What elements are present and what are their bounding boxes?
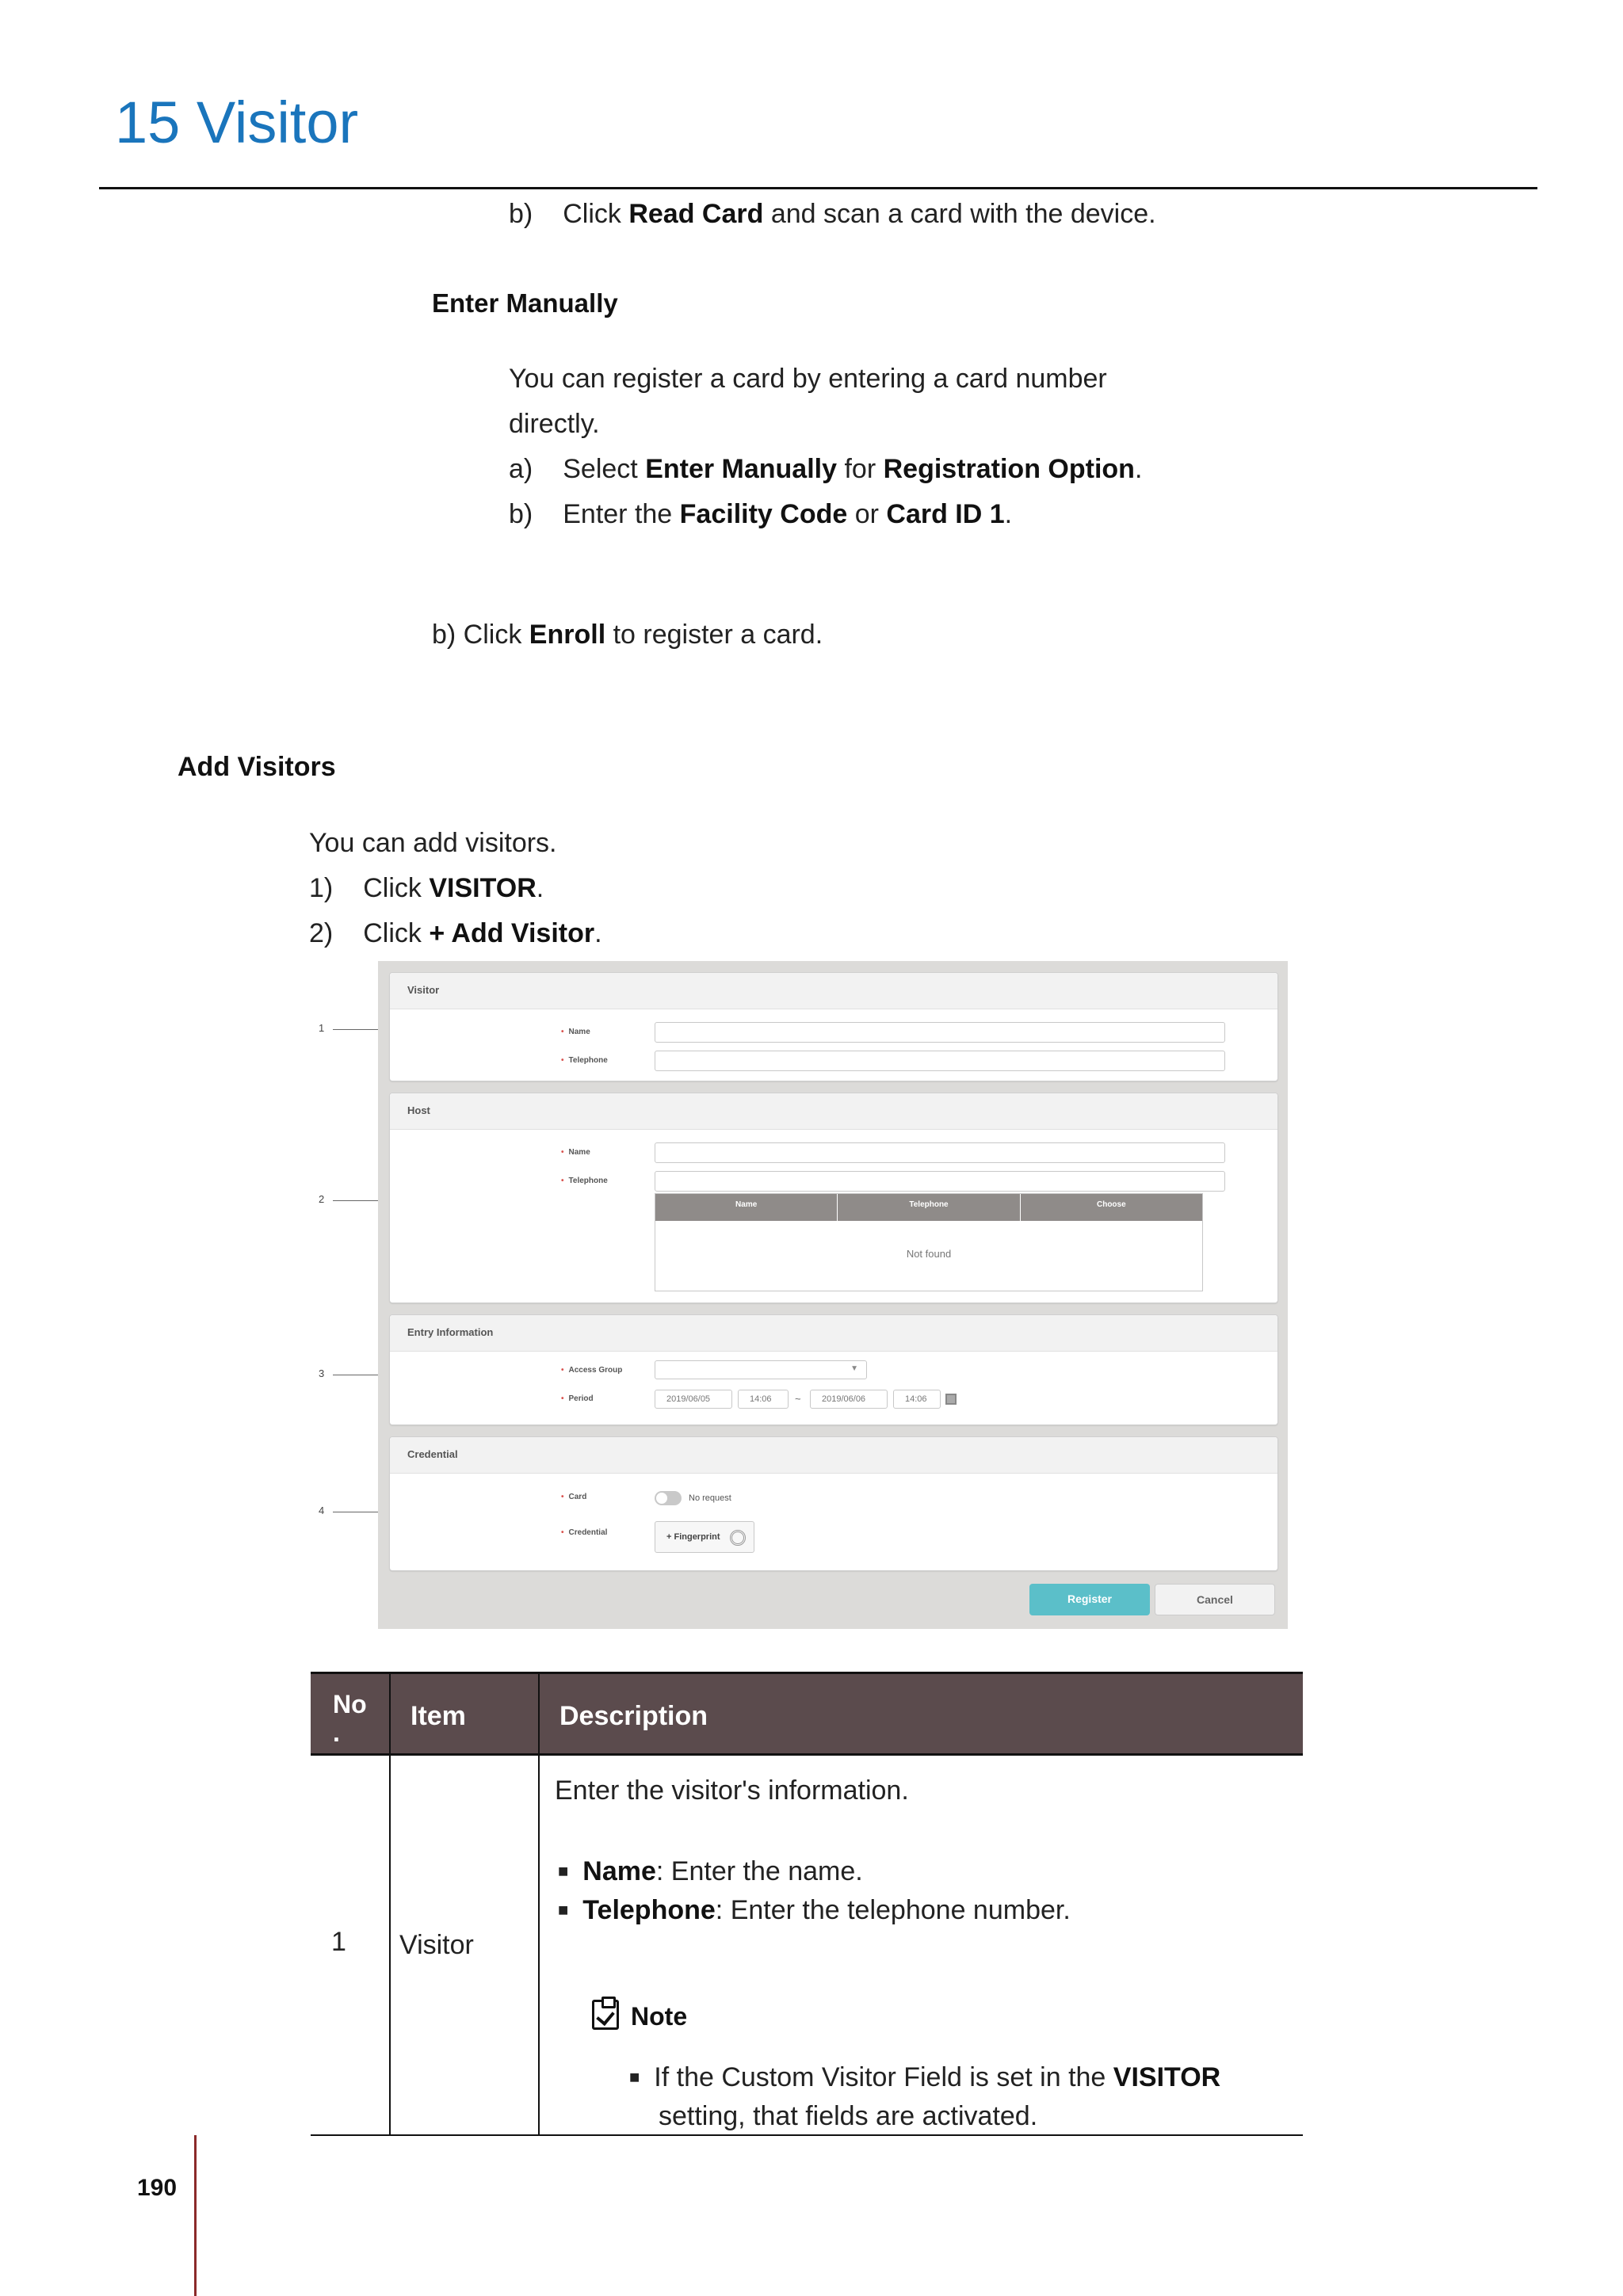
add-visitors-heading: Add Visitors [178, 752, 336, 782]
host-col-name: Name [655, 1194, 838, 1221]
note-icon [592, 2000, 619, 2030]
host-name-label: • Name [561, 1148, 590, 1157]
credential-panel [389, 1436, 1278, 1571]
start-time-input[interactable]: 14:06 [738, 1390, 789, 1409]
bullet-marker: ■ [629, 2067, 640, 2087]
visitor-telephone-label: • Telephone [561, 1056, 608, 1065]
access-group-select[interactable] [655, 1360, 867, 1379]
fingerprint-icon [730, 1530, 746, 1546]
start-date-input[interactable]: 2019/06/05 [655, 1390, 732, 1409]
enter-manually-heading: Enter Manually [432, 288, 618, 318]
chapter-title: 15 Visitor [115, 90, 359, 155]
enter-manually-intro-1: You can register a card by entering a card number [509, 364, 1107, 394]
enter-manually-step-a: a) Select Enter Manually for Registration Option. [509, 454, 1143, 484]
visitor-name-label: • Name [561, 1028, 590, 1036]
note-line-1: ■ If the Custom Visitor Field is set in the VISITOR [629, 2062, 1221, 2092]
callout-line-1 [333, 1029, 382, 1030]
callout-3: 3 [319, 1367, 325, 1379]
visitor-name-input[interactable] [655, 1022, 1225, 1043]
entry-panel-title: Entry Information [390, 1315, 1277, 1352]
header-description: Description [559, 1701, 708, 1731]
host-telephone-input[interactable] [655, 1171, 1225, 1192]
callout-line-2 [333, 1200, 382, 1201]
add-visitors-step-2: 2) Click + Add Visitor. [309, 918, 602, 948]
access-group-label: • Access Group [561, 1366, 623, 1375]
note-line-2: setting, that fields are activated. [659, 2101, 1038, 2131]
entry-information-panel [389, 1314, 1278, 1425]
header-rule [99, 187, 1537, 189]
credential-panel-title: Credential [390, 1437, 1277, 1474]
note-title: Note [631, 2002, 688, 2031]
callout-4: 4 [319, 1505, 325, 1516]
table-divider-2 [538, 1672, 540, 2134]
enroll-step: b) Click Enroll to register a card. [432, 620, 823, 650]
period-label: • Period [561, 1394, 594, 1403]
header-no: No [333, 1690, 367, 1718]
table-bottom-rule [311, 2134, 1303, 2136]
host-search-table [655, 1193, 1203, 1291]
enter-manually-step-b: b) Enter the Facility Code or Card ID 1. [509, 499, 1013, 529]
visitor-panel [389, 972, 1278, 1081]
table-header [311, 1672, 1303, 1756]
bullet-telephone: ■ Telephone: Enter the telephone number. [558, 1895, 1071, 1925]
register-button[interactable]: Register [1029, 1584, 1150, 1615]
host-panel [389, 1093, 1278, 1303]
card-toggle-text: No request [689, 1493, 731, 1503]
host-name-input[interactable] [655, 1142, 1225, 1163]
end-time-input[interactable]: 14:06 [893, 1390, 941, 1409]
bullet-name: ■ Name: Enter the name. [558, 1856, 863, 1886]
callout-1: 1 [319, 1022, 325, 1034]
host-telephone-label: • Telephone [561, 1177, 608, 1185]
host-col-choose: Choose [1096, 1200, 1126, 1209]
read-card-step: b) Click Read Card and scan a card with the device. [509, 199, 1156, 229]
bullet-marker: ■ [558, 1900, 569, 1920]
page-number: 190 [137, 2175, 178, 2201]
card-toggle[interactable] [655, 1491, 682, 1505]
callout-2: 2 [319, 1193, 325, 1205]
add-visitor-screenshot [378, 961, 1288, 1629]
calendar-icon[interactable] [945, 1394, 957, 1405]
visitor-telephone-input[interactable] [655, 1051, 1225, 1071]
step-marker: b) [509, 199, 533, 229]
chevron-down-icon: ▼ [850, 1364, 858, 1373]
add-fingerprint-button[interactable]: + Fingerprint [655, 1521, 754, 1553]
add-visitors-intro: You can add visitors. [309, 828, 557, 858]
row-intro: Enter the visitor's information. [555, 1775, 909, 1806]
row-item: Visitor [399, 1930, 474, 1960]
enter-manually-intro-2: directly. [509, 409, 600, 439]
period-separator: ~ [795, 1393, 801, 1405]
end-date-input[interactable]: 2019/06/06 [810, 1390, 888, 1409]
host-panel-title: Host [390, 1093, 1277, 1130]
bullet-marker: ■ [558, 1861, 569, 1881]
add-visitors-step-1: 1) Click VISITOR. [309, 873, 544, 903]
host-col-telephone: Telephone [838, 1194, 1020, 1221]
host-table-header [655, 1194, 1202, 1221]
cancel-button[interactable]: Cancel [1155, 1584, 1275, 1615]
row-no: 1 [331, 1927, 346, 1957]
page-bar [194, 2135, 197, 2296]
credential-label: • Credential [561, 1528, 608, 1537]
card-label: • Card [561, 1493, 587, 1501]
host-table-empty: Not found [906, 1248, 952, 1260]
visitor-panel-title: Visitor [390, 973, 1277, 1009]
table-divider-1 [389, 1672, 391, 2134]
header-no-dot: . [333, 1718, 340, 1747]
header-item: Item [411, 1701, 466, 1731]
